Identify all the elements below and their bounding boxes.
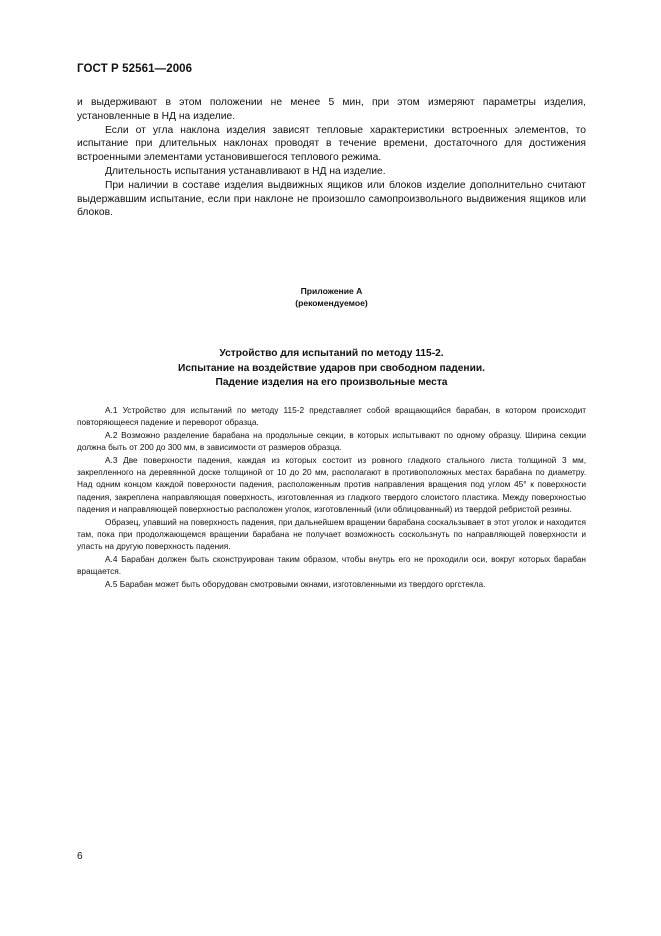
paragraph: А.3 Две поверхности падения, каждая из которых состоит из ровного гладкого стального листа толщиной 3 мм, закрепленного на деревянной доске толщиной от 10 до 20 мм, располагают в противоположных местах барабана по диаметру. Над одним концом каждой поверхности падения, расположенным против направления вращения под углом 45° к поверхности падения, закреплена направляющая поверхность, изготовленная из гладкого твердого слоистого пластика. Между поверхностью падения и направляющей поверхностью расположен уголок, изготовленный (или облицованный) из твердой ребристой резины. [77,454,586,515]
paragraph: и выдерживают в этом положении не менее 5 мин, при этом измеряют параметры изделия, установленные в НД на изделие. [77,97,586,122]
document-header: ГОСТ Р 52561—2006 [77,63,193,75]
paragraph: Если от угла наклона изделия зависят тепловые характеристики встроенных элементов, то испытание при длительных наклонах проводят в течение времени, достаточного для достижения встроенными элементами установившегося теплового режима. [77,124,586,164]
paragraph: Образец, упавший на поверхность падения, при дальнейшем вращении барабана соскальзывает в этот уголок и находится там, пока при продолжающемся вращении барабана не получает возможность соскользнуть по направляющей поверхности и упасть на другую поверхность падения. [77,516,586,552]
paragraph: А.2 Возможно разделение барабана на продольные секции, в которых испытывают по одному образцу. Ширина секции должна быть от 200 до 300 мм, в зависимости от размеров образца. [77,429,586,453]
annex-label: Приложение А [300,286,363,296]
page-number: 6 [77,851,83,862]
annex-title-line: Падение изделия на его произвольные места [215,377,448,388]
paragraph: А.5 Барабан может быть оборудован смотровыми окнами, изготовленными из твердого оргстекла. [105,578,486,589]
annex-body-text [77,404,586,590]
annex-type: (рекомендуемое) [295,298,368,308]
paragraph: А.1 Устройство для испытаний по методу 115-2 представляет собой вращающийся барабан, в котором происходит повторяющееся падение и переворот образца. [77,405,586,428]
paragraph: А.4 Барабан должен быть сконструирован таким образом, чтобы внутрь его не проходили оси, вокруг которых барабан вращается. [77,553,586,577]
annex-title-line: Устройство для испытаний по методу 115-2. [219,348,444,359]
paragraph: Длительность испытания устанавливают в НД на изделие. [105,165,386,177]
test-procedure-text [77,96,586,220]
annex-title-line: Испытание на воздействие ударов при свободном падении. [178,362,485,374]
paragraph: При наличии в составе изделия выдвижных ящиков или блоков изделие дополнительно считают выдержавшим испытание, если при наклоне не произошло самопроизвольного выдвижения ящиков или блоков. [77,179,586,219]
annex-title [77,347,586,391]
